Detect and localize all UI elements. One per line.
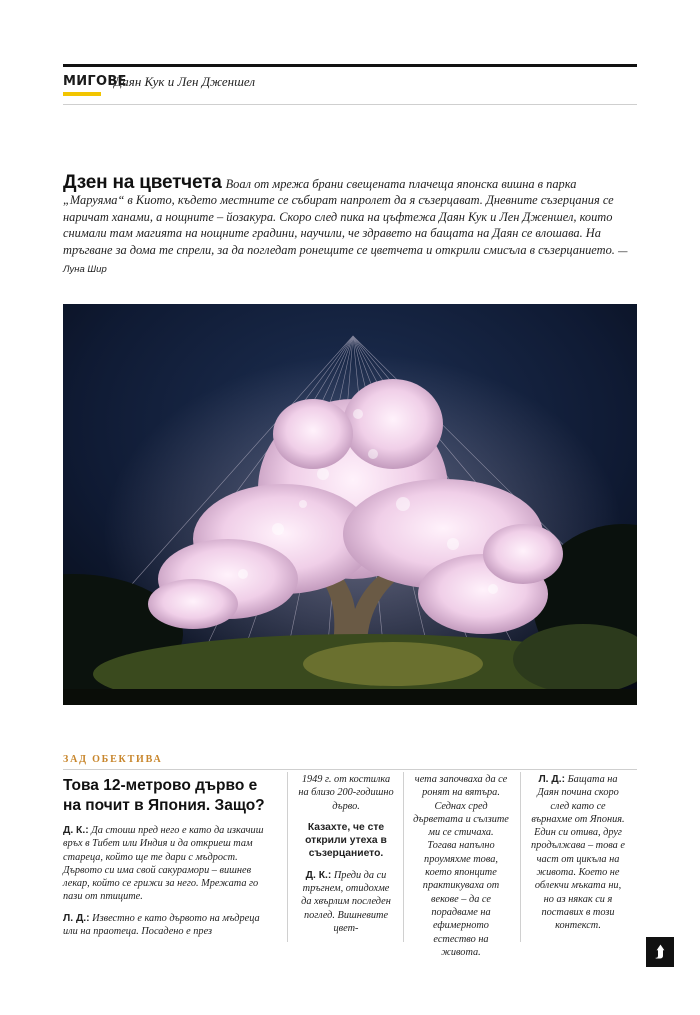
interview-column-3 <box>413 773 509 967</box>
answer-ld-2 <box>530 773 626 933</box>
answer-dk-2 <box>298 869 394 935</box>
interview-column-2 <box>298 773 394 943</box>
answer-continuation: 1949 г. от костилка на близо 200-годишно дърво. <box>298 774 394 812</box>
cherry-tree-photo <box>63 304 637 705</box>
top-rule <box>63 64 637 67</box>
answer-term: сакурамори <box>158 864 210 876</box>
answer-text: Известно е като дървото на мъдреца или на праотеца. Посадено е през <box>63 912 260 938</box>
intro-text-1: Воал от мрежа брани свещената плачеща японска вишна в парка „Маруяма“ в Киото, където местните се събират напролет да я съзерцават. Дневните съзерцания се наричат <box>63 177 614 224</box>
interview-question-2: Казахте, че сте открили утеха в съзерцанието. <box>305 821 387 860</box>
answer-text: Преди да си тръгнем, отидохме да хвърлим последен поглед. Вишневите цвет- <box>301 869 391 934</box>
ground <box>63 689 637 705</box>
interview-question-1: Това 12-метрово дърво е на почит в Япония. Защо? <box>63 777 265 814</box>
interview-column-1 <box>63 776 277 946</box>
section-label: МИГОВЕ <box>63 74 127 89</box>
header-divider <box>63 104 637 105</box>
column-divider <box>287 772 288 942</box>
answer-ld-1 <box>63 912 277 939</box>
speaker-label: Л. Д.: <box>63 912 90 924</box>
intro-text-2: , а нощните – <box>149 209 227 224</box>
byline: Даян Кук и Лен Дженшел <box>114 74 256 89</box>
interview-column-4 <box>530 773 626 941</box>
column-divider <box>403 772 404 942</box>
interview-kicker: ЗАД ОБЕКТИВА <box>63 754 163 765</box>
intro-text-3: . Скоро след пика на цъфтежа Даян Кук и Лен Дженшел, които снимали там магията на нощните градини, научили, че здравето на бащата на Даян се влошава. На тръгване за дома те спрели, за да погледат ронещите се цветчета и открили смисъла в съзерцанието. <box>63 209 615 257</box>
answer-text: Бащата на Даян почина скоро след като се върнахме от Япония. Един си отива, друг продължава – това е част от цикъла на живота. Което не облекчи мъката ни, но аз някак си я поставих в този контекст. <box>531 774 625 932</box>
intro-term-hanami: ханами <box>111 209 150 224</box>
speaker-label: Д. К.: <box>63 825 89 836</box>
intro-paragraph <box>63 172 635 278</box>
section-accent-bar <box>63 92 101 96</box>
lit-shrub-highlight <box>303 642 483 686</box>
next-page-icon[interactable]: ⮭ <box>646 937 674 967</box>
column-divider <box>520 772 521 942</box>
interview-divider <box>63 769 637 770</box>
answer-text: – вишнев лекар, който се грижи за него. Мрежата го пази от птиците. <box>63 864 259 903</box>
intro-credit: —Луна Шир <box>63 245 628 276</box>
article-title: Дзен на цветчета <box>63 172 222 193</box>
answer-continuation: чета започваха да се ронят на вятъра. Седнах сред дърветата и сълзите ми се стичаха. Тогава напълно проумяхме това, което японците практикуваха от векове – да се порадваме на ефимерното естество на живота. <box>413 774 509 958</box>
speaker-label: Л. Д.: <box>538 774 566 785</box>
answer-dk-1 <box>63 824 277 904</box>
answer-text: Да стоиш пред него е като да изкачиш връх в Тибет или Индия и да откриеш там стареца, който ще те дари с мъдрост. Дървото си има свой <box>63 825 264 876</box>
speaker-label: Д. К.: <box>305 869 332 881</box>
intro-term-yozakura: йозакура <box>226 209 274 224</box>
